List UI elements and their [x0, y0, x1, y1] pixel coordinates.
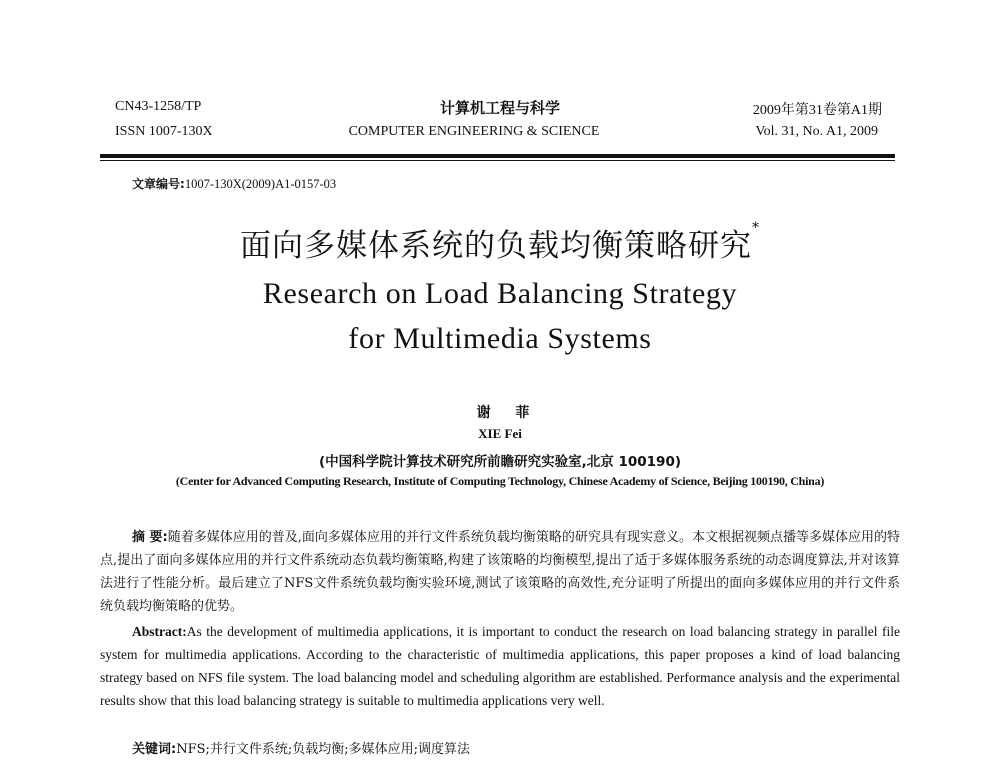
author-cn: 谢 菲 [476, 405, 540, 421]
header-rule-thin [100, 160, 895, 161]
author-en: XIE Fei [478, 426, 522, 441]
abstract-cn-label: 摘 要: [132, 530, 168, 545]
keywords-cn-label: 关键词: [132, 742, 177, 757]
abstract-en [100, 620, 900, 712]
title-cn: 面向多媒体系统的负载均衡策略研究 [240, 228, 752, 264]
article-number [132, 175, 336, 192]
cn-code: CN43-1258/TP [115, 99, 202, 114]
abstract-en-text: As the development of multimedia applications, it is important to conduct the research on load balancing strategy in parallel file system for multimedia applications. According to the characteristic of multimedia applications, this paper proposes a kind of load balancing strategy based on NFS file system. The load balancing model and scheduling algorithm are established. Performance analysis and the experimental results show that this load balancing strategy is suitable to multimedia applications very well. [100, 624, 900, 708]
abstract-en-label: Abstract: [132, 624, 187, 639]
issn: ISSN 1007-130X [115, 124, 213, 139]
abstract-cn [100, 526, 900, 618]
keywords-cn [132, 738, 470, 757]
journal-title-en: COMPUTER ENGINEERING & SCIENCE [348, 124, 600, 139]
article-number-label: 文章编号: [132, 177, 185, 191]
journal-title-cn: 计算机工程与科学 [439, 99, 560, 117]
issue-cn: 2009年第31卷第A1期 [752, 103, 882, 118]
affiliation-en: (Center for Advanced Computing Research, Institute of Computing Technology, Chinese Academy of Science, Beijing 100190, China) [175, 474, 825, 488]
title-footnote-mark: * [752, 220, 760, 236]
issue-en: Vol. 31, No. A1, 2009 [755, 124, 878, 139]
header-rule-thick [100, 154, 895, 158]
abstract-cn-text: 随着多媒体应用的普及,面向多媒体应用的并行文件系统负载均衡策略的研究具有现实意义。本文根据视频点播等多媒体应用的特点,提出了面向多媒体应用的并行文件系统动态负载均衡策略,构建了该策略的均衡模型,提出了适于多媒体服务系统的动态调度算法,并对该算法进行了性能分析。最后建立了NFS文件系统负载均衡实验环境,测试了该策略的高效性,充分证明了所提出的面向多媒体应用的并行文件系统负载均衡策略的优势。 [100, 530, 900, 614]
affiliation-cn: (中国科学院计算技术研究所前瞻研究实验室,北京 100190) [318, 454, 682, 470]
title-en-line2: for Multimedia Systems [348, 322, 652, 355]
title-cn-block [0, 220, 1000, 265]
article-number-value: 1007-130X(2009)A1-0157-03 [184, 177, 337, 191]
title-en-line1: Research on Load Balancing Strategy [262, 277, 738, 310]
keywords-cn-text: NFS;并行文件系统;负载均衡;多媒体应用;调度算法 [176, 742, 471, 757]
